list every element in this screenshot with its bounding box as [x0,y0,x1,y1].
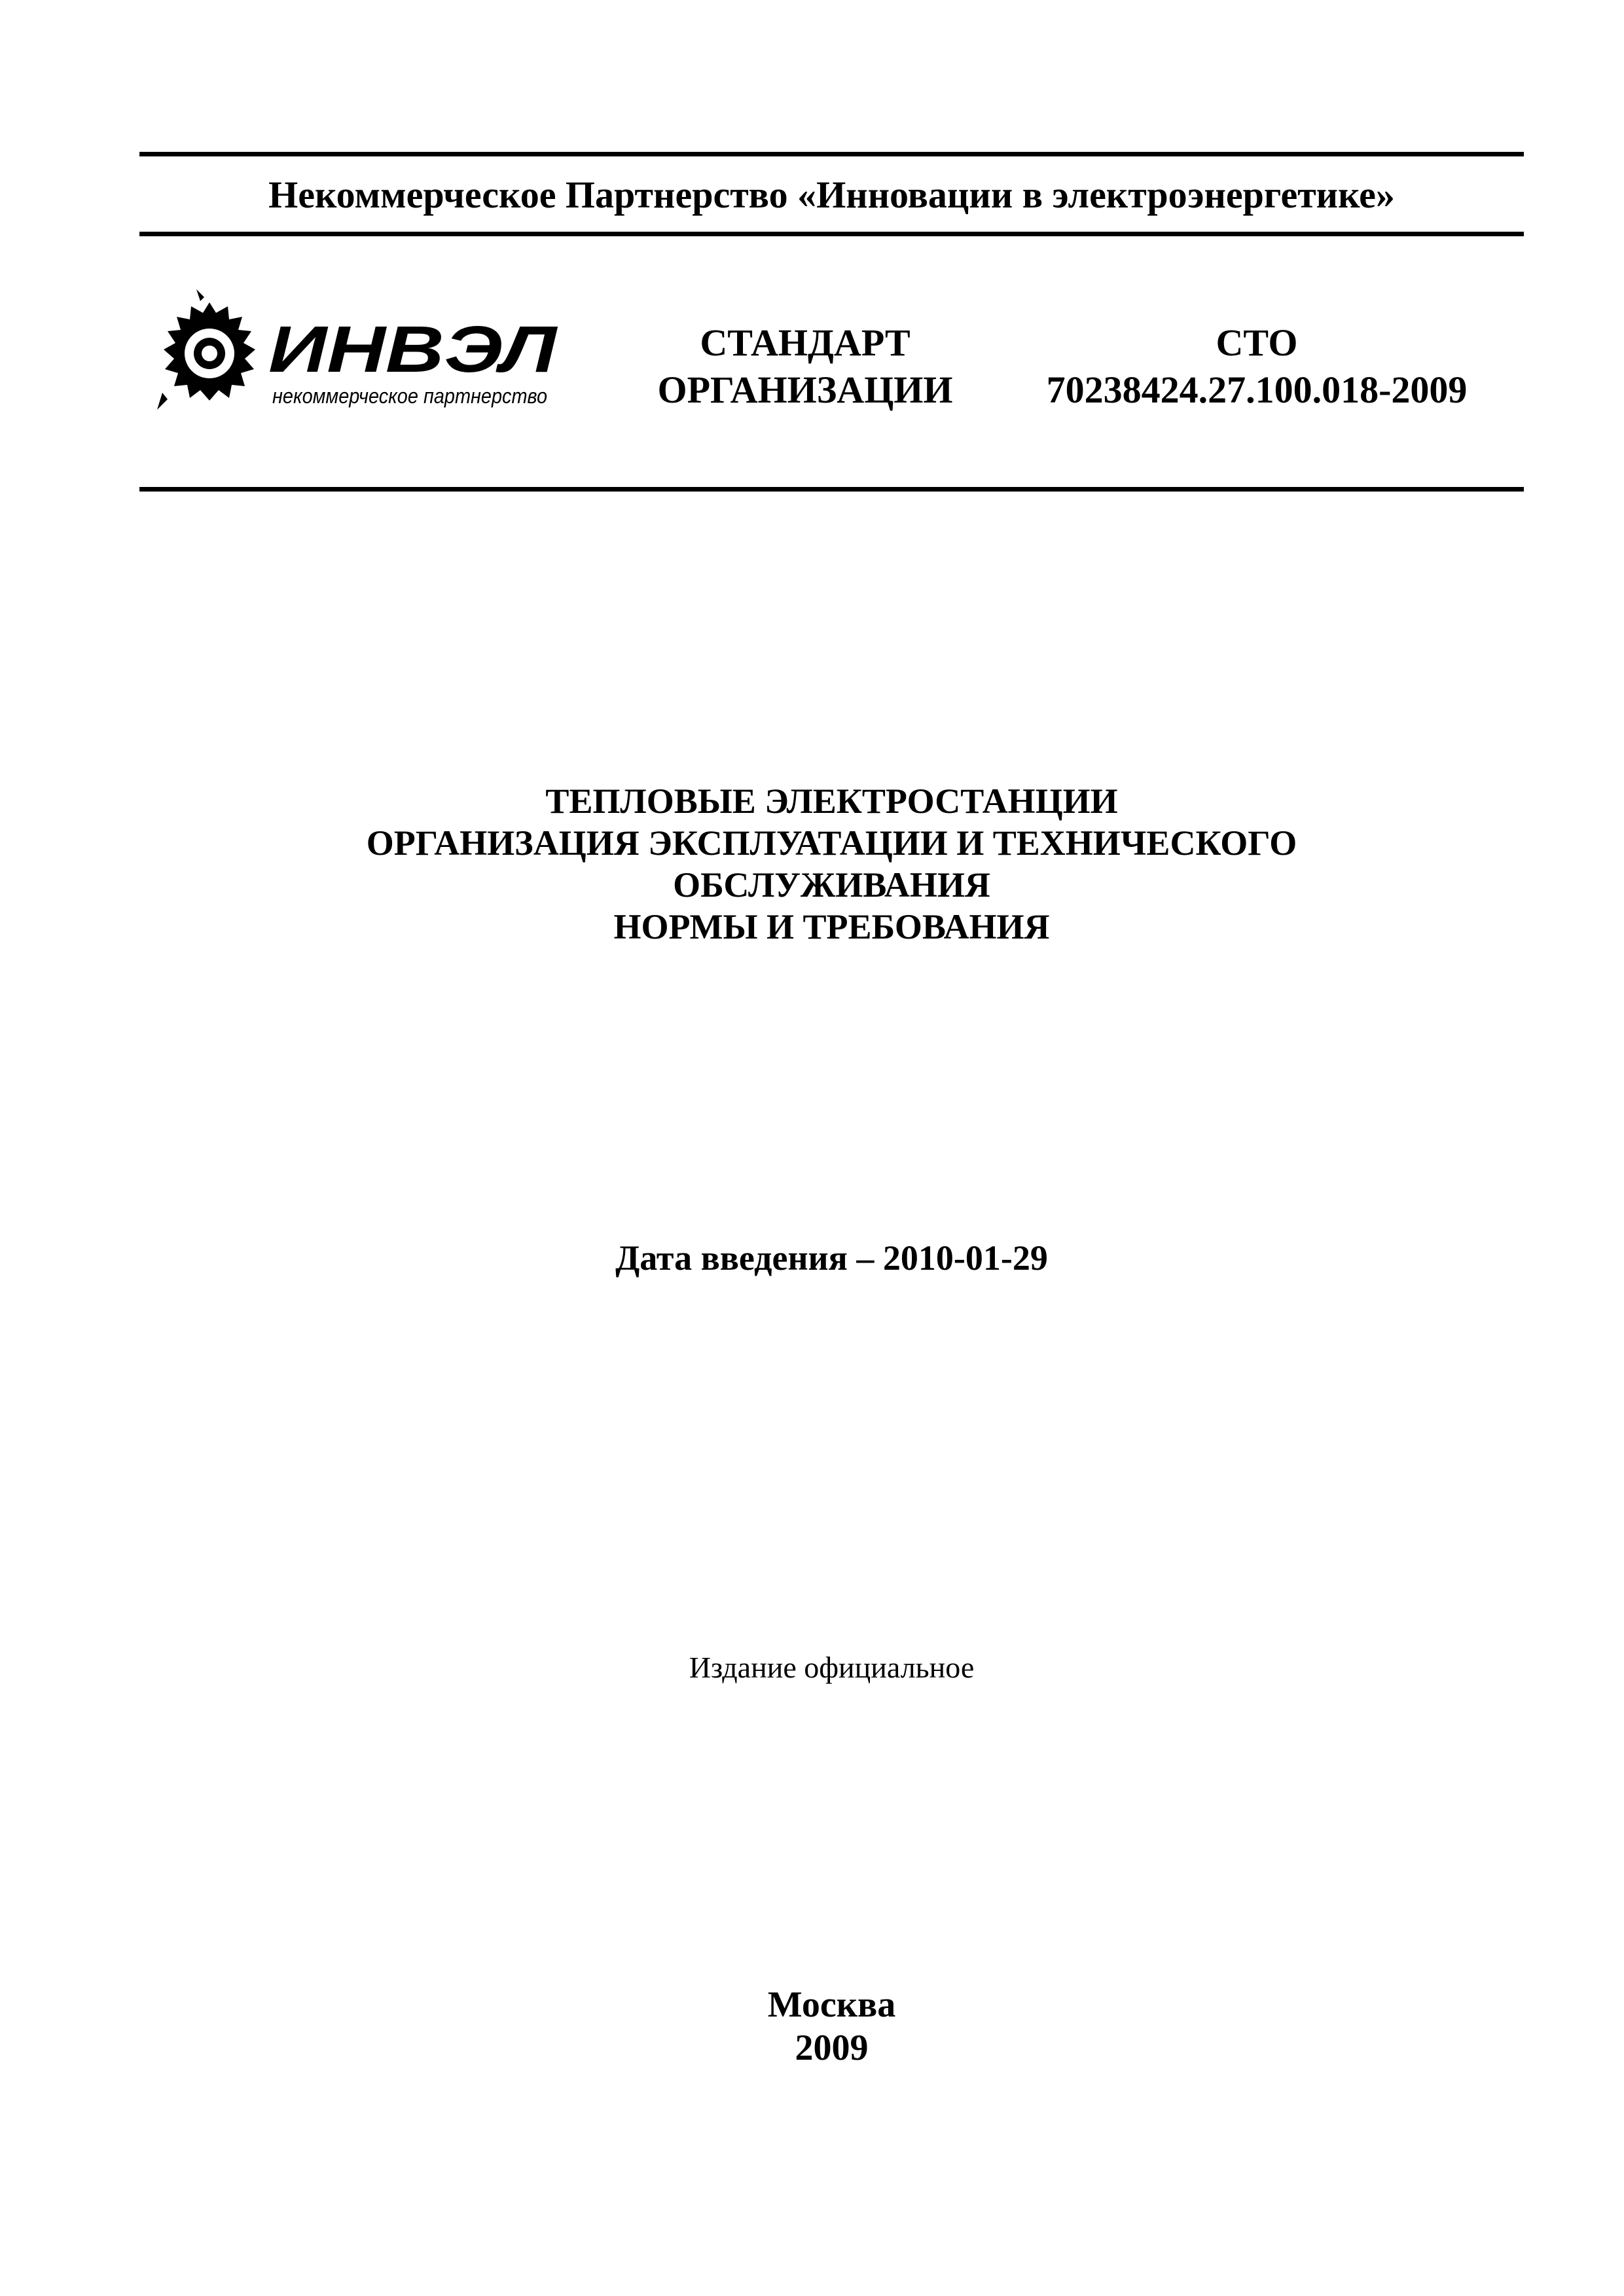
header-bottom-rule [139,487,1524,492]
edition-label: Издание официальное [689,1651,975,1684]
city: Москва [767,1984,896,2025]
invel-logo [157,288,589,419]
year: 2009 [795,2028,869,2068]
gear-icon [157,289,255,410]
document-title [139,780,1524,948]
introduction-date: Дата введения – 2010-01-29 [615,1238,1048,1278]
standard-code [1008,319,1506,414]
title-line: ТЕПЛОВЫЕ ЭЛЕКТРОСТАНЦИИ [545,781,1118,821]
organization-name: Некоммерческое Партнерство «Инновации в электроэнергетике» [268,173,1395,216]
standard-code-number: 70238424.27.100.018-2009 [1046,368,1468,411]
title-line: НОРМЫ И ТРЕБОВАНИЯ [613,907,1050,946]
title-line: ОРГАНИЗАЦИЯ ЭКСПЛУАТАЦИИ И ТЕХНИЧЕСКОГО [366,823,1297,863]
standard-type-line1: СТАНДАРТ [700,321,911,364]
standard-code-prefix: СТО [1216,321,1298,364]
logo-wordmark: ИНВЭЛ [268,313,558,386]
logo-tagline: некоммерческое партнерство [272,384,547,408]
publication-info [139,1983,1524,2070]
top-rule [139,152,1524,156]
standard-type-line2: ОРГАНИЗАЦИИ [657,368,953,411]
standard-type [622,319,988,414]
header-rule [139,232,1524,236]
title-line: ОБСЛУЖИВАНИЯ [673,865,990,905]
